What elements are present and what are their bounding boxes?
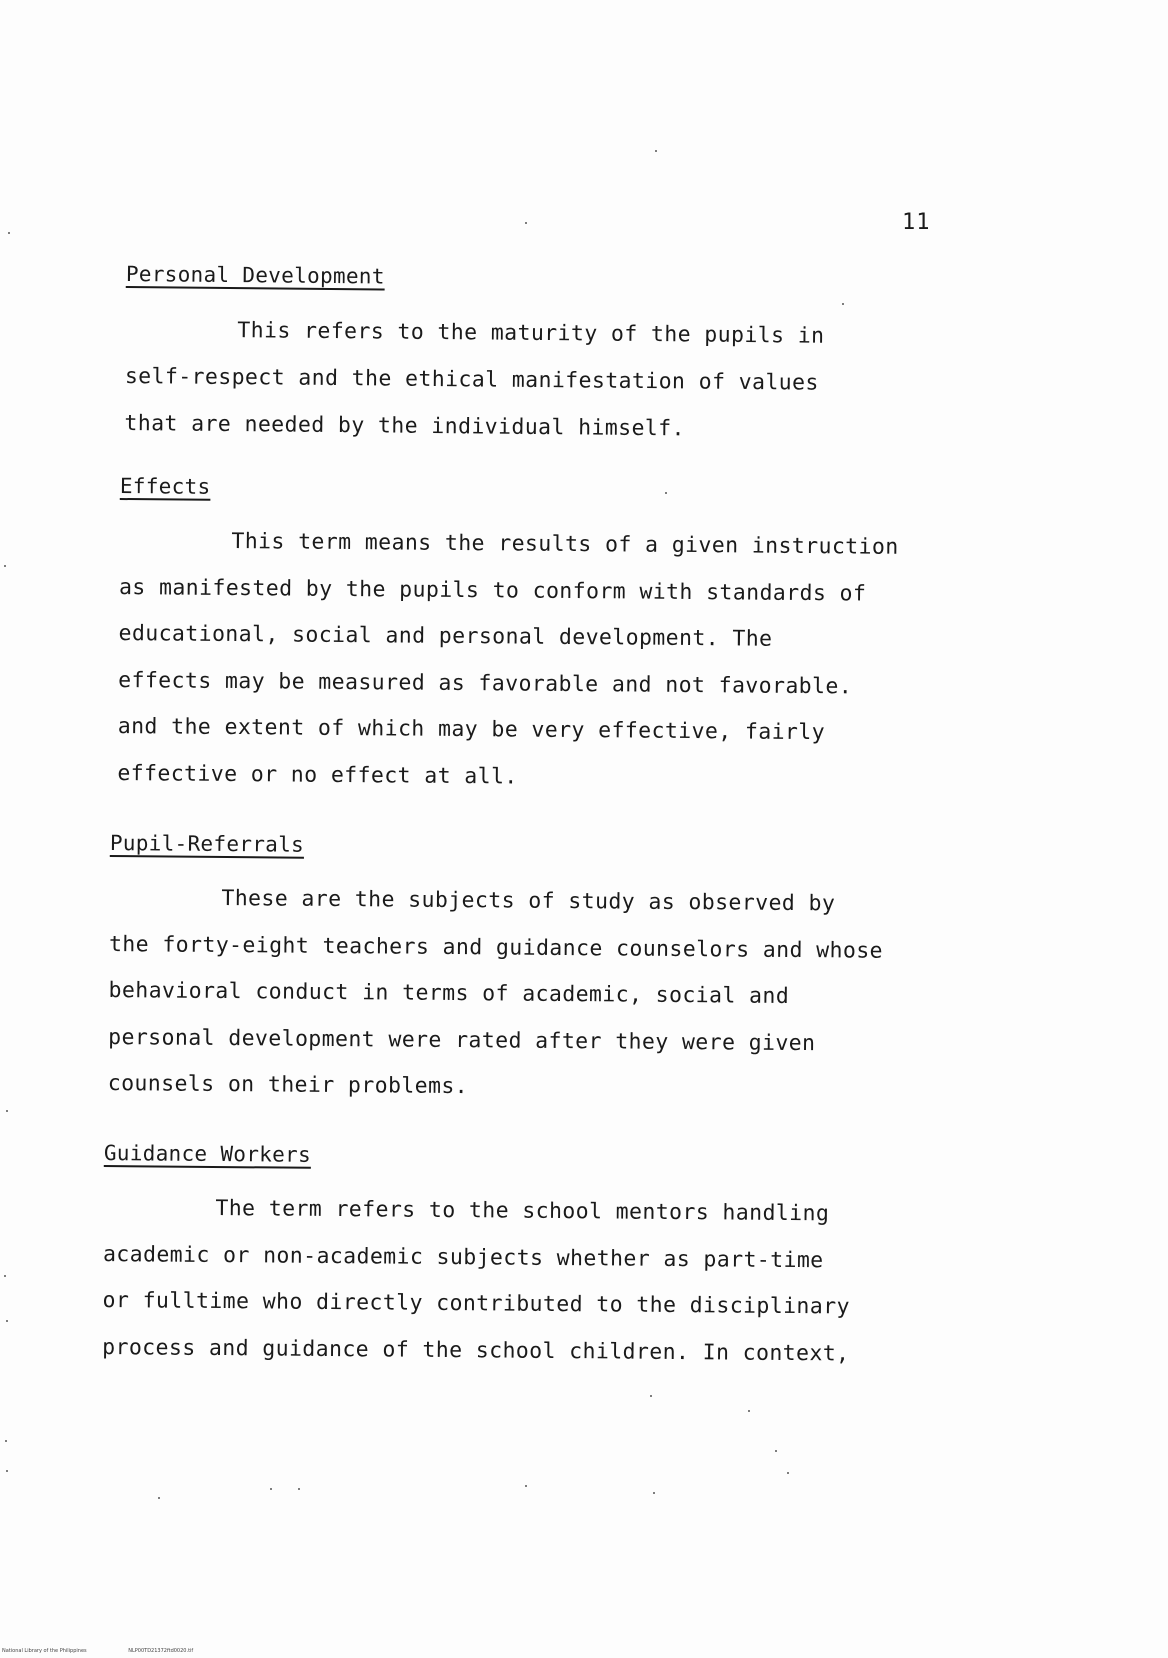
text-line: This refers to the maturity of the pupils in xyxy=(237,318,825,349)
text-line: the forty-eight teachers and guidance counselors and whose xyxy=(108,931,884,964)
text-line: This term means the results of a given instruction xyxy=(231,528,899,560)
scan-speck xyxy=(158,1497,160,1499)
scan-speck xyxy=(775,1450,777,1452)
section-pupil-referrals xyxy=(108,831,970,1115)
text-line: or fulltime who directly contributed to the disciplinary xyxy=(102,1287,850,1320)
text-line: educational, social and personal development. The xyxy=(118,620,773,652)
scan-speck xyxy=(525,222,527,224)
scan-speck xyxy=(525,1485,527,1487)
section-heading: Guidance Workers xyxy=(103,1141,312,1167)
section-body xyxy=(117,518,979,804)
section-body xyxy=(124,306,985,455)
scan-speck xyxy=(650,1395,652,1397)
scan-speck xyxy=(5,1440,7,1442)
scan-speck xyxy=(665,492,667,494)
section-personal-development xyxy=(124,262,986,455)
section-heading: Effects xyxy=(119,474,211,499)
scan-speck xyxy=(655,150,657,152)
text-line: and the extent of which may be very effective, fairly xyxy=(117,713,826,746)
footer-filename: NLP00TD21372ftd0020.tif xyxy=(128,1648,194,1654)
text-line: effects may be measured as favorable and not favorable. xyxy=(118,667,853,699)
scan-speck xyxy=(653,1492,655,1494)
text-line: behavioral conduct in terms of academic, social and xyxy=(108,977,790,1009)
section-heading: Personal Development xyxy=(125,262,385,289)
section-body xyxy=(108,875,970,1115)
scan-speck xyxy=(4,1275,6,1277)
text-line: effective or no effect at all. xyxy=(117,760,518,789)
section-guidance-workers xyxy=(102,1141,964,1378)
text-line: academic or non-academic subjects whether as part-time xyxy=(102,1241,824,1273)
text-line: as manifested by the pupils to conform with standards of xyxy=(118,574,867,607)
text-line: These are the subjects of study as observed by xyxy=(221,885,836,917)
text-line: personal development were rated after they were given xyxy=(108,1024,816,1056)
scan-speck xyxy=(6,1320,8,1322)
text-line: process and guidance of the school children. In context, xyxy=(102,1334,850,1367)
text-line: counsels on their problems. xyxy=(107,1070,469,1100)
scan-speck xyxy=(8,232,10,234)
scan-speck xyxy=(6,1470,8,1472)
section-effects xyxy=(117,474,980,804)
scan-speck xyxy=(748,1410,750,1412)
text-line: that are needed by the individual himself. xyxy=(124,410,685,442)
section-heading: Pupil-Referrals xyxy=(109,831,305,857)
footer-library: National Library of the Philippines xyxy=(2,1648,87,1654)
scan-speck xyxy=(298,1488,300,1490)
scan-speck xyxy=(4,565,6,567)
scan-speck xyxy=(6,1110,8,1112)
section-body xyxy=(102,1185,964,1378)
scan-footer xyxy=(2,1648,233,1654)
page-number: 11 xyxy=(902,210,931,235)
scan-speck xyxy=(787,1472,789,1474)
scan-speck xyxy=(842,303,844,305)
scan-speck xyxy=(270,1488,272,1490)
text-line: self-respect and the ethical manifestation of values xyxy=(124,363,819,396)
text-line: The term refers to the school mentors handling xyxy=(215,1195,830,1227)
